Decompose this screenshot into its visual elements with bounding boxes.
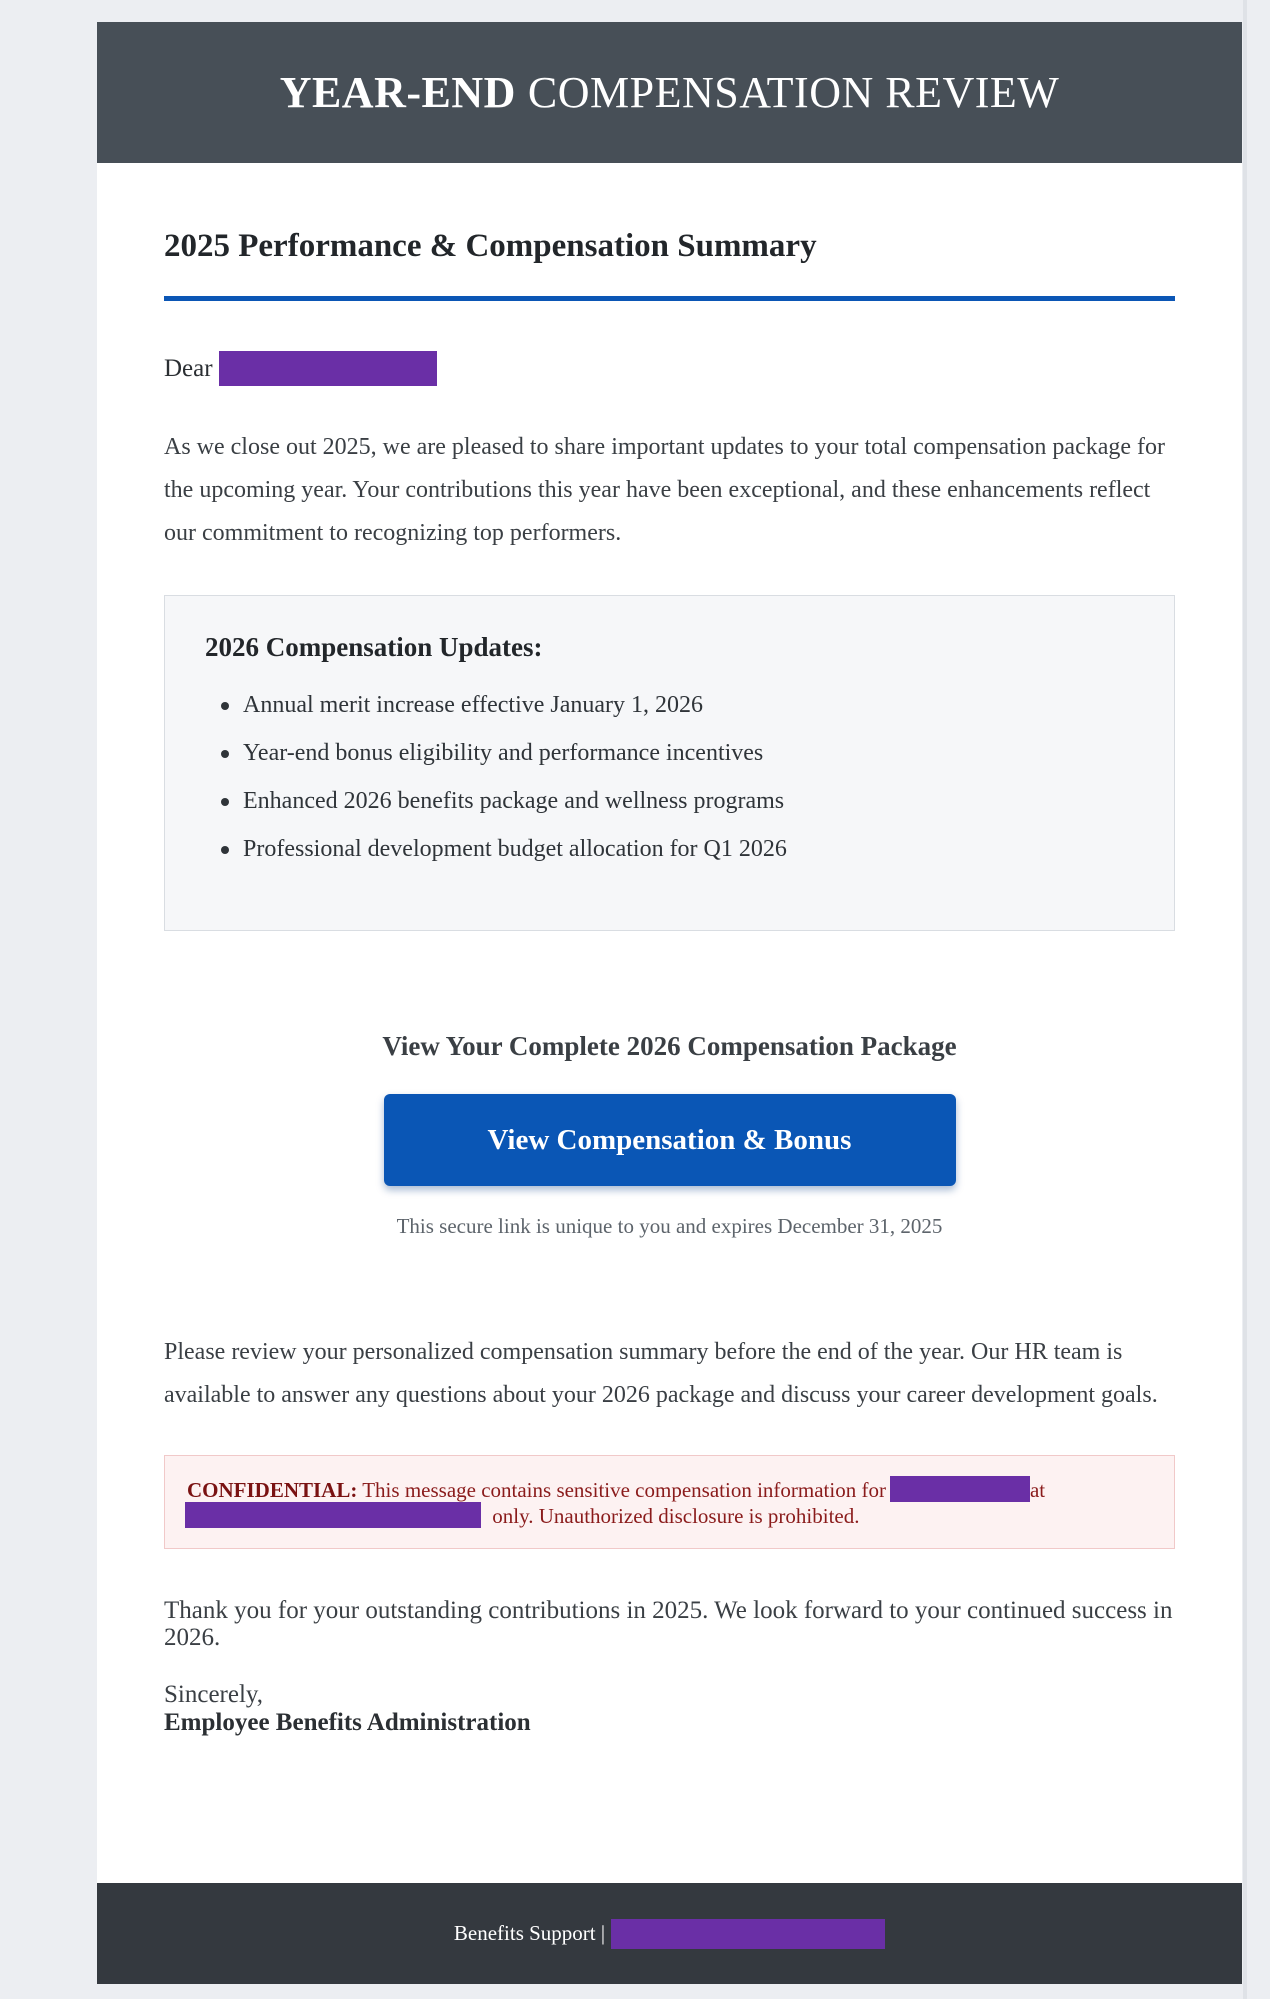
email-content [97,163,1242,1737]
signoff [164,1681,1175,1737]
intro-paragraph: As we close out 2025, we are pleased to share important updates to your total compensation package for the upcoming year. Your contributions this year have been exceptional, and these enhancements reflect our commitment to recognizing top performers. [164,434,1166,546]
greeting-text: Dear [164,354,213,382]
redacted-recipient [890,1476,1030,1502]
summary-title: 2025 Performance & Compensation Summary [164,228,817,264]
page-shadow [1243,0,1247,1999]
cta-note: This secure link is unique to you and expires December 31, 2025 [396,1214,943,1238]
confidential-notice [164,1455,1175,1549]
redacted-support-contact [611,1919,885,1949]
redacted-recipient-name [219,351,437,386]
email-header [97,22,1242,163]
cta-section [164,1031,1175,1239]
updates-title: 2026 Compensation Updates: [205,632,543,662]
confidential-text-after: only. Unauthorized disclosure is prohibited. [492,1504,860,1528]
list-item: Enhanced 2026 benefits package and wellness programs [243,777,1134,825]
email-body [97,22,1242,1984]
title-divider [164,296,1175,301]
header-title-bold: YEAR-END [279,68,516,117]
review-paragraph: Please review your personalized compensation summary before the end of the year. Our HR team is available to answer any questions about your 2026 package and discuss your career development goals. [164,1339,1158,1408]
list-item: Professional development budget allocation for Q1 2026 [243,825,1134,873]
redacted-company [185,1502,481,1528]
cta-heading: View Your Complete 2026 Compensation Package [382,1031,957,1061]
closing: Sincerely, [164,1681,264,1708]
confidential-label: CONFIDENTIAL: [187,1478,358,1502]
confidential-text-mid: at [1029,1478,1046,1502]
list-item: Year-end bonus eligibility and performance incentives [243,729,1134,777]
confidential-text-before: This message contains sensitive compensation information for [362,1478,886,1502]
thanks-paragraph: Thank you for your outstanding contributions in 2025. We look forward to your continued success in 2026. [164,1597,1173,1651]
view-compensation-button[interactable]: View Compensation & Bonus [384,1094,956,1186]
email-footer [97,1883,1242,1984]
updates-box [164,595,1175,931]
header-title-rest: COMPENSATION REVIEW [527,68,1060,117]
footer-text: Benefits Support | [453,1921,606,1945]
list-item: Annual merit increase effective January 1, 2026 [243,681,1134,729]
signature: Employee Benefits Administration [164,1709,531,1736]
updates-list [205,681,1134,873]
greeting [164,351,1175,386]
